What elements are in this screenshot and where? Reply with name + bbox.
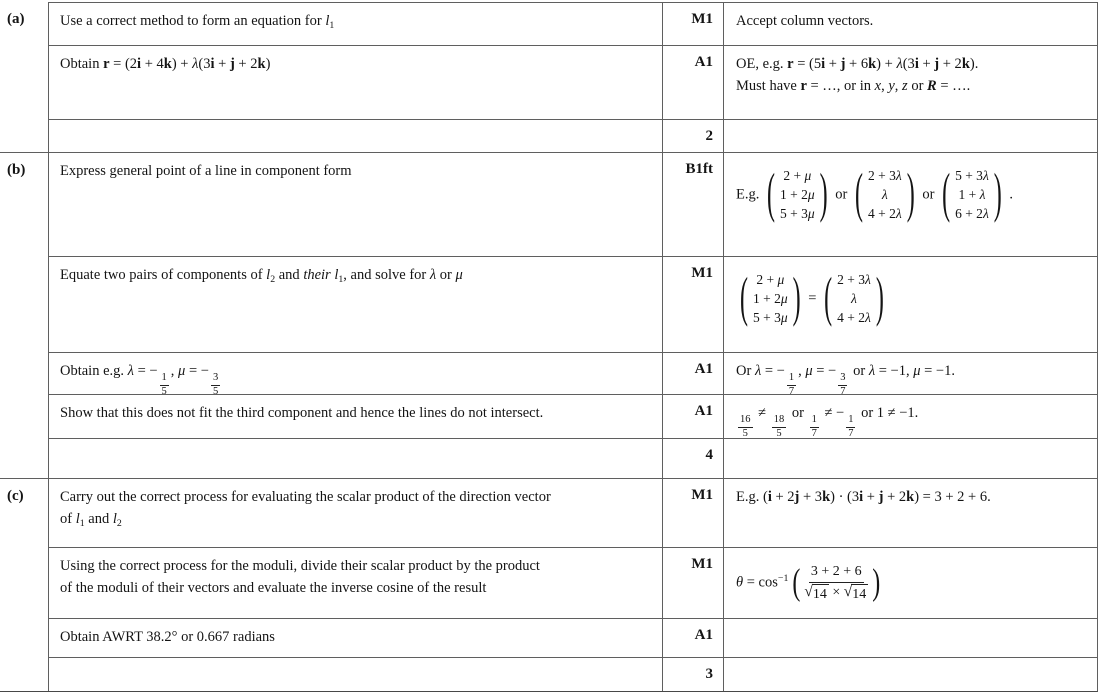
text: + 3 <box>799 489 823 505</box>
text: Obtain e.g. <box>60 363 128 379</box>
text: Using the correct process for the moduli, divide their scalar product by the product <box>60 558 540 574</box>
italic-text: λ <box>896 56 903 72</box>
fraction-numerator: 1 <box>810 414 819 428</box>
text: + 2 <box>771 489 795 505</box>
italic-text: μ <box>455 267 463 283</box>
part-label-cell <box>0 153 48 478</box>
fraction <box>838 372 847 394</box>
text: Or <box>736 363 755 379</box>
answer-description-cell <box>48 479 662 547</box>
answer-description-cell <box>48 438 662 478</box>
bold-vector-text: j <box>794 489 800 505</box>
right-paren: ) <box>906 165 915 226</box>
mark-code: A1 <box>694 627 713 643</box>
italic-text: λ <box>864 272 871 287</box>
fraction-numerator: 3 <box>211 372 220 386</box>
guidance-cell <box>723 352 1097 394</box>
part-label: (b) <box>7 162 26 178</box>
text: Show that this does not fit the third component and hence the lines do not intersect. <box>60 405 544 421</box>
text: ) + <box>171 56 193 72</box>
text: (3 <box>902 56 915 72</box>
italic-text: μ <box>805 363 813 379</box>
text: + 4 <box>141 56 164 72</box>
text: Obtain AWRT 38.2° or 0.667 radians <box>60 629 275 645</box>
right-paren: ) <box>875 269 884 330</box>
text: ) + <box>876 56 897 72</box>
guidance-cell <box>723 45 1097 119</box>
vector-entry <box>868 167 902 186</box>
text: 2 + <box>756 272 778 287</box>
radicand: 14 <box>812 584 829 605</box>
section-c <box>0 478 1097 691</box>
mark-scheme-table <box>0 2 1098 692</box>
text: Must have <box>736 77 801 94</box>
fraction <box>772 414 787 438</box>
bold-vector-text: k <box>163 56 172 72</box>
text: E.g. ( <box>736 489 768 505</box>
text: 5 + 3 <box>753 309 781 325</box>
fraction-denominator: 5 <box>776 427 782 438</box>
text: Accept column vectors. <box>736 13 874 29</box>
fraction-numerator: 16 <box>738 414 753 428</box>
italic-text: μ <box>780 290 788 306</box>
text: , <box>170 363 179 379</box>
vector-entries <box>868 167 902 224</box>
right-paren: ) <box>993 165 1002 226</box>
mark-cell <box>662 394 723 438</box>
fraction <box>810 414 819 438</box>
fraction-numerator: 3 <box>838 372 847 386</box>
italic-text: μ <box>780 309 788 325</box>
column-vector <box>824 271 884 328</box>
answer-description-cell <box>48 119 662 152</box>
fraction-denominator: 7 <box>811 427 817 438</box>
text: , <box>881 77 889 94</box>
guidance-cell <box>723 256 1097 352</box>
italic-text: their <box>303 267 335 283</box>
text: = (2 <box>109 56 138 72</box>
italic-text: λ <box>864 309 871 325</box>
fraction-numerator: 1 <box>846 414 855 428</box>
text: or <box>918 186 939 203</box>
italic-text: x <box>874 77 882 94</box>
italic-text: l <box>75 510 80 527</box>
text: Obtain <box>60 56 104 72</box>
mark-code: A1 <box>694 403 713 419</box>
bold-vector-text: k <box>257 56 266 72</box>
part-label: (c) <box>7 488 24 504</box>
answer-description-cell <box>48 618 662 657</box>
italic-text: λ <box>754 363 762 379</box>
text: 1 + <box>958 186 980 202</box>
section-b <box>0 152 1097 478</box>
column-vector <box>942 167 1002 224</box>
vector-entry <box>851 290 857 309</box>
text: 4 + 2 <box>837 309 865 325</box>
text: or <box>907 77 928 94</box>
text: = …, or in <box>806 77 875 94</box>
part-label-cell <box>0 2 48 152</box>
text: = −1. <box>920 363 955 379</box>
bold-vector-text: r <box>787 56 794 72</box>
text: or <box>831 186 851 203</box>
text: Use a correct method to form an equation for <box>60 13 326 29</box>
text: E.g. <box>736 186 763 203</box>
italic-text: μ <box>178 363 186 379</box>
bold-vector-text: r <box>800 77 807 94</box>
text: 2 + 3 <box>837 272 865 287</box>
fraction <box>802 562 870 604</box>
vector-entry <box>955 167 989 186</box>
subscript: 1 <box>79 517 85 529</box>
mark-cell <box>662 618 723 657</box>
fraction-numerator <box>809 562 864 583</box>
answer-description-cell <box>48 256 662 352</box>
guidance-cell <box>723 153 1097 256</box>
paren-content <box>800 562 872 604</box>
total-marks: 3 <box>705 666 713 682</box>
text: , and solve for <box>343 267 430 283</box>
fraction-numerator: 18 <box>772 414 787 428</box>
guidance-cell <box>723 479 1097 547</box>
italic-text: l <box>325 13 330 29</box>
text: ) <box>265 56 271 72</box>
answer-description-cell <box>48 45 662 119</box>
answer-description-cell <box>48 153 662 256</box>
text: (3 <box>198 56 211 72</box>
parenthesized-expression <box>792 562 880 604</box>
subscript: 1 <box>338 274 344 286</box>
bold-vector-text: r <box>103 56 110 72</box>
fraction-numerator: 1 <box>787 372 796 386</box>
text: + 2 <box>939 56 962 72</box>
italic-text: λ <box>982 205 989 221</box>
bold-vector-text: i <box>914 56 919 72</box>
text: . <box>1005 186 1014 203</box>
guidance-cell <box>723 394 1097 438</box>
mark-code: M1 <box>691 487 713 503</box>
mark-cell <box>662 119 723 152</box>
mark-cell <box>662 2 723 45</box>
section-a <box>0 2 1097 152</box>
text: or <box>436 267 456 283</box>
bold-vector-text: k <box>822 489 831 505</box>
right-paren: ) <box>819 165 828 226</box>
text: 2 + 3 <box>867 168 896 183</box>
left-paren: ( <box>740 269 748 330</box>
mark-cell <box>662 657 723 691</box>
fraction-denominator: 7 <box>788 385 795 394</box>
fraction-denominator <box>802 583 870 605</box>
text: Express general point of a line in component form <box>60 163 352 179</box>
mark-code: M1 <box>691 556 713 572</box>
text: + 6 <box>845 56 869 72</box>
bold-vector-text: i <box>859 489 864 505</box>
radicand: 14 <box>851 584 868 605</box>
guidance-cell <box>723 2 1097 45</box>
guidance-cell <box>723 547 1097 618</box>
mark-cell <box>662 256 723 352</box>
fraction <box>160 372 169 394</box>
vector-entry <box>955 205 989 224</box>
vector-entries <box>837 271 871 328</box>
column-vector <box>740 271 801 328</box>
mark-code: M1 <box>691 11 713 27</box>
text: of the moduli of their vectors and evaluate the inverse cosine of the result <box>60 579 487 596</box>
italic-text: μ <box>807 186 815 202</box>
italic-text: λ <box>895 168 902 183</box>
text: = −1, <box>875 363 914 379</box>
fraction <box>846 414 855 438</box>
fraction-denominator: 7 <box>840 385 846 394</box>
italic-text: λ <box>868 363 876 379</box>
radical-sign: √ <box>843 582 853 600</box>
answer-description-cell <box>48 657 662 691</box>
vector-entry <box>783 167 811 186</box>
italic-text: λ <box>982 168 989 183</box>
total-marks: 2 <box>705 128 713 144</box>
italic-text: λ <box>851 290 857 306</box>
bold-vector-text: k <box>961 56 970 72</box>
bold-vector-text: j <box>878 489 884 505</box>
text: ) = 3 + 2 + 6. <box>914 489 991 505</box>
text: + <box>825 56 841 72</box>
part-label-cell <box>0 479 48 691</box>
mark-cell <box>662 479 723 547</box>
italic-text: l <box>112 510 117 527</box>
vector-entry <box>868 205 902 224</box>
italic-text: z <box>902 77 908 94</box>
text: 1 + 2 <box>779 186 808 202</box>
fraction-denominator: 7 <box>848 427 854 438</box>
mark-code: A1 <box>694 361 713 377</box>
text: 5 + 3 <box>955 168 983 183</box>
bold-vector-text: j <box>840 56 846 72</box>
fraction-numerator: 1 <box>160 372 169 386</box>
column-vector <box>767 167 828 224</box>
text: 3 + 2 + 6 <box>810 564 862 579</box>
vector-entry <box>780 205 815 224</box>
text: , <box>798 363 806 379</box>
mark-code: B1ft <box>685 161 713 177</box>
bold-vector-text: j <box>229 56 235 72</box>
text: + <box>214 56 230 72</box>
text: × <box>828 584 844 600</box>
vector-entry <box>837 271 871 290</box>
text: ≠ <box>754 405 770 421</box>
text: = − <box>133 363 158 379</box>
superscript: −1 <box>777 573 789 584</box>
bold-vector-text: j <box>934 56 940 72</box>
square-root <box>804 584 828 605</box>
part-label: (a) <box>7 11 25 27</box>
italic-text: μ <box>913 363 921 379</box>
fraction-denominator: 5 <box>161 385 167 394</box>
text: = …. <box>936 77 971 94</box>
text: of <box>60 510 76 527</box>
bold-vector-text: i <box>137 56 142 72</box>
fraction <box>211 372 220 394</box>
right-paren: ) <box>872 562 881 604</box>
answer-description-cell <box>48 352 662 394</box>
guidance-cell <box>723 618 1097 657</box>
left-paren: ( <box>766 165 775 226</box>
mark-cell <box>662 547 723 618</box>
bold-vector-text: i <box>210 56 215 72</box>
text: = − <box>185 363 209 379</box>
subscript: 2 <box>116 517 122 529</box>
italic-text: λ <box>895 205 902 221</box>
italic-text: μ <box>807 205 815 221</box>
vector-entries <box>753 271 788 328</box>
vector-entry <box>837 309 871 328</box>
answer-description-cell <box>48 547 662 618</box>
text: + 2 <box>883 489 907 505</box>
text: 4 + 2 <box>867 205 896 221</box>
left-paren: ( <box>942 165 951 226</box>
answer-description-cell <box>48 394 662 438</box>
vector-entry <box>780 186 815 205</box>
column-vector <box>855 167 915 224</box>
total-marks: 4 <box>705 447 713 463</box>
fraction-denominator: 5 <box>742 427 748 438</box>
text: and <box>275 267 304 283</box>
italic-text: μ <box>804 168 812 183</box>
italic-text: λ <box>192 56 199 72</box>
vector-entry <box>958 186 985 205</box>
text: = cos <box>743 574 778 591</box>
text: and <box>84 510 113 527</box>
text: 6 + 2 <box>955 205 983 221</box>
text: ) · (3 <box>830 489 860 505</box>
text: + <box>863 489 879 505</box>
text: = <box>804 290 821 307</box>
mark-code: M1 <box>691 265 713 281</box>
left-paren: ( <box>792 562 801 604</box>
vector-entries <box>955 167 989 224</box>
bold-vector-text: k <box>868 56 877 72</box>
italic-text: λ <box>979 186 986 202</box>
text: or 1 ≠ −1. <box>857 405 919 421</box>
bold-vector-text: k <box>906 489 915 505</box>
mark-cell <box>662 45 723 119</box>
mark-code: A1 <box>694 54 713 70</box>
mark-cell <box>662 438 723 478</box>
italic-text: l <box>334 267 339 283</box>
text: Equate two pairs of components of <box>60 267 267 283</box>
bold-vector-text: i <box>767 489 772 505</box>
radical-sign: √ <box>804 582 813 600</box>
mark-cell <box>662 352 723 394</box>
text: = − <box>812 363 837 379</box>
right-paren: ) <box>792 269 801 330</box>
text: + <box>918 56 935 72</box>
mark-cell <box>662 153 723 256</box>
text: 2 + <box>783 168 805 183</box>
vector-entry <box>882 186 888 205</box>
text: Carry out the correct process for evaluating the scalar product of the direction vector <box>60 489 551 505</box>
italic-text: μ <box>777 272 785 287</box>
italic-text: λ <box>429 267 437 283</box>
text: ≠ − <box>820 405 845 421</box>
vector-entry <box>753 290 788 309</box>
italic-text: y <box>888 77 895 94</box>
subscript: 1 <box>329 20 335 32</box>
fraction <box>738 414 753 438</box>
italic-text: θ <box>736 574 744 591</box>
text: or <box>849 363 869 379</box>
bold-vector-text: i <box>821 56 826 72</box>
italic-text: l <box>266 267 271 283</box>
italic-text: λ <box>881 186 888 202</box>
text: , <box>894 77 903 94</box>
square-root <box>844 584 868 605</box>
text: 5 + 3 <box>779 205 808 221</box>
guidance-cell <box>723 438 1097 478</box>
text: = − <box>761 363 785 379</box>
text: or <box>788 405 808 421</box>
vector-entry <box>756 271 784 290</box>
answer-description-cell <box>48 2 662 45</box>
fraction-denominator: 5 <box>212 385 219 394</box>
guidance-cell <box>723 119 1097 152</box>
italic-text: λ <box>127 363 134 379</box>
subscript: 2 <box>270 274 276 286</box>
text: 1 + 2 <box>753 290 781 306</box>
vector-entry <box>753 309 788 328</box>
text: = (5 <box>793 56 822 72</box>
fraction <box>787 372 796 394</box>
bold-italic-text: R <box>927 77 937 94</box>
left-paren: ( <box>824 269 833 330</box>
left-paren: ( <box>854 165 863 226</box>
text: + 2 <box>234 56 258 72</box>
guidance-cell <box>723 657 1097 691</box>
text: OE, e.g. <box>736 56 788 72</box>
text: ). <box>969 56 979 72</box>
vector-entries <box>780 167 815 224</box>
